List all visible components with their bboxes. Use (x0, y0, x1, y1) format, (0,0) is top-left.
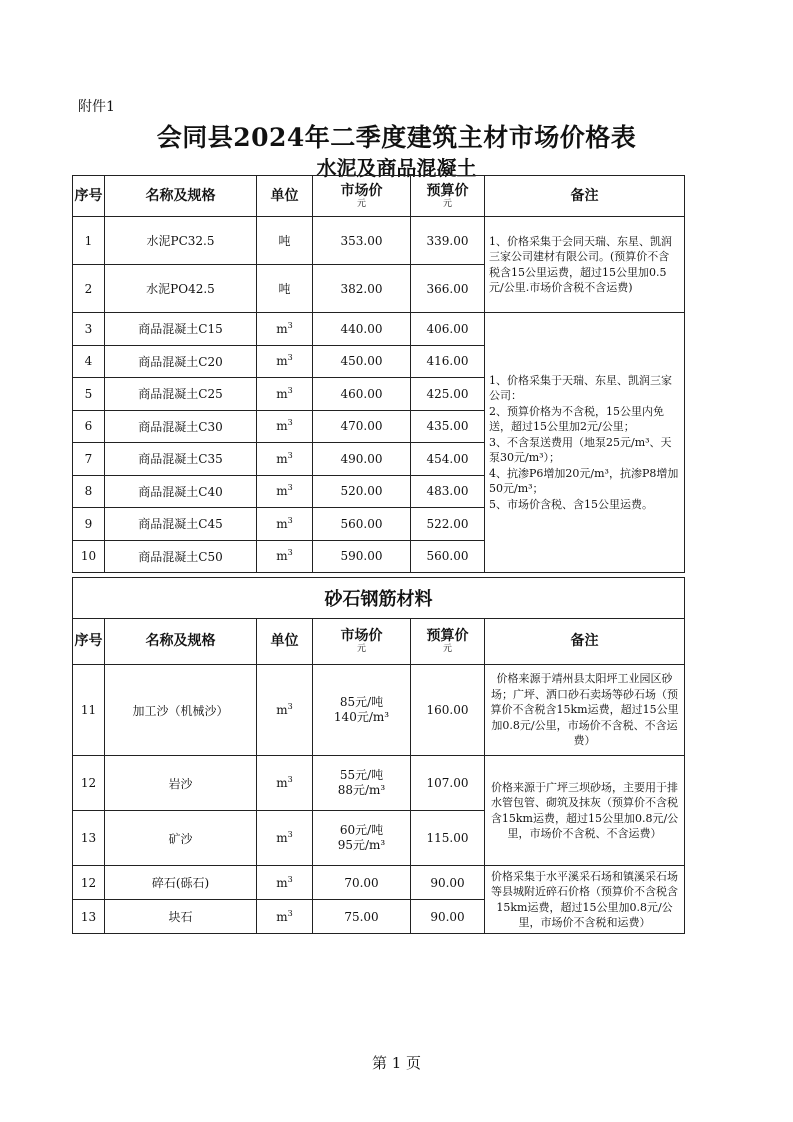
remark-gravel (485, 866, 685, 934)
cell-market: 470.00 (313, 410, 411, 443)
cell-market: 440.00 (313, 313, 411, 346)
cell-unit (257, 508, 313, 541)
unit-m: m (276, 549, 288, 564)
cell-market-per-ton: 85元/吨 (339, 695, 384, 709)
cell-unit (257, 345, 313, 378)
header-budget-price (411, 619, 485, 665)
cell-seq: 6 (73, 410, 105, 443)
header-budget-label: 预算价 (426, 182, 469, 199)
remark-machine-sand (485, 665, 685, 756)
cell-seq: 2 (73, 265, 105, 313)
cell-market-per-ton: 55元/吨 (339, 768, 384, 782)
header-budget-label: 预算价 (426, 628, 469, 644)
table-row (73, 866, 685, 900)
cell-seq: 1 (73, 217, 105, 265)
cell-seq: 7 (73, 443, 105, 476)
cell-unit (257, 443, 313, 476)
cell-unit: 吨 (257, 217, 313, 265)
remark-rock-sand-text: 价格来源于广坪三坝砂场，主要用于排水管包管、砌筑及抹灰（预算价不含税含15km运费，超过15公里加0.8元/公里，市场价不含税、不含运费） (490, 780, 679, 840)
cell-unit (257, 378, 313, 411)
cell-unit (257, 410, 313, 443)
unit-m: m (276, 875, 288, 890)
cell-unit (257, 313, 313, 346)
header-remark: 备注 (485, 176, 685, 217)
cell-market: 520.00 (313, 475, 411, 508)
page-number: 第 1 页 (371, 1054, 422, 1072)
cell-name: 商品混凝土C25 (105, 378, 257, 411)
remark-machine-sand-text: 价格来源于靖州县太阳坪工业园区砂场；广坪、洒口砂石卖场等砂石场（预算价不含税含15km运费，超过15公里加0.8元/公里，市场价不含税、不含运费） (490, 672, 679, 748)
header-budget-unit: 元 (442, 644, 452, 654)
cell-budget: 107.00 (411, 756, 485, 811)
unit-m: m (276, 703, 288, 717)
price-table-cement-concrete (72, 175, 685, 573)
price-table-sand-stone (72, 577, 685, 934)
cell-budget: 339.00 (411, 217, 485, 265)
cell-seq: 11 (73, 665, 105, 756)
cell-unit (257, 900, 313, 934)
cell-market: 70.00 (313, 866, 411, 900)
cell-market: 560.00 (313, 508, 411, 541)
unit-superscript: 3 (287, 548, 293, 558)
remark-gravel-text: 价格采集于水平溪采石场和镇溪采石场等县城附近碎石价格（预算价不含税含15km运费，超过15公里加0.8元/公里，市场价不含税和运费） (491, 869, 679, 929)
unit-superscript: 3 (287, 775, 293, 784)
unit-m: m (276, 451, 288, 466)
header-market-label: 市场价 (340, 628, 383, 644)
table-row (73, 756, 685, 811)
unit-superscript: 3 (287, 702, 293, 711)
unit-superscript: 3 (287, 515, 293, 525)
cell-name: 商品混凝土C45 (105, 508, 257, 541)
unit-superscript: 3 (287, 908, 293, 918)
cell-budget: 483.00 (411, 475, 485, 508)
cell-name: 岩沙 (105, 756, 257, 811)
cell-name: 商品混凝土C50 (105, 540, 257, 573)
header-name: 名称及规格 (105, 619, 257, 665)
unit-m: m (276, 909, 288, 924)
header-seq: 序号 (73, 176, 105, 217)
cell-market: 460.00 (313, 378, 411, 411)
cell-name: 水泥PO42.5 (105, 265, 257, 313)
cell-budget: 416.00 (411, 345, 485, 378)
cell-name: 矿沙 (105, 811, 257, 866)
cell-market: 353.00 (313, 217, 411, 265)
cell-unit (257, 811, 313, 866)
unit-superscript: 3 (287, 830, 293, 839)
unit-superscript: 3 (287, 353, 293, 363)
cell-name: 碎石(砾石) (105, 866, 257, 900)
cell-budget: 90.00 (411, 900, 485, 934)
unit-superscript: 3 (287, 483, 293, 493)
page-title: 会同县2024年二季度建筑主材市场价格表 (156, 123, 637, 152)
header-budget-price (411, 176, 485, 217)
cell-budget: 115.00 (411, 811, 485, 866)
cell-market: 75.00 (313, 900, 411, 934)
unit-m: m (276, 419, 288, 434)
cell-name: 商品混凝土C20 (105, 345, 257, 378)
cell-budget: 522.00 (411, 508, 485, 541)
cell-unit (257, 540, 313, 573)
cell-unit (257, 475, 313, 508)
header-unit: 单位 (257, 619, 313, 665)
unit-superscript: 3 (287, 320, 293, 330)
cell-market-per-m3: 88元/m³ (337, 783, 386, 797)
unit-superscript: 3 (287, 450, 293, 460)
cell-name: 商品混凝土C30 (105, 410, 257, 443)
attachment-label: 附件1 (78, 99, 115, 115)
cell-market: 590.00 (313, 540, 411, 573)
cell-name: 加工沙（机械沙） (105, 665, 257, 756)
cell-market (313, 811, 411, 866)
section-title-sand-stone: 砂石钢筋材料 (73, 578, 685, 619)
cell-market-per-ton: 60元/吨 (339, 823, 384, 837)
cell-unit: 吨 (257, 265, 313, 313)
section-title-cement-concrete: 水泥及商品混凝土 (316, 156, 477, 180)
header-unit: 单位 (257, 176, 313, 217)
cell-name: 商品混凝土C35 (105, 443, 257, 476)
unit-m: m (276, 354, 288, 369)
table-row (73, 665, 685, 756)
cell-seq: 9 (73, 508, 105, 541)
cell-market: 382.00 (313, 265, 411, 313)
cell-name: 水泥PC32.5 (105, 217, 257, 265)
remark-cement (485, 217, 685, 313)
cell-budget: 160.00 (411, 665, 485, 756)
cell-seq: 4 (73, 345, 105, 378)
remark-concrete-text: 1、价格采集于天瑞、东星、凯润三家公司： 2、预算价格为不含税，15公里内免送，超过15公里加2元/公里； 3、不含泵送费用（地泵25元/m³、天泵30元/m³）； 4、抗渗P6增加20元/m³，抗渗P8增加50元/m³； 5、市场价含税、含15公里运费。 (489, 373, 679, 511)
table-row (73, 217, 685, 265)
unit-superscript: 3 (287, 385, 293, 395)
cell-unit (257, 866, 313, 900)
cell-seq: 12 (73, 866, 105, 900)
unit-m: m (276, 516, 288, 531)
cell-name: 块石 (105, 900, 257, 934)
remark-rock-sand (485, 756, 685, 866)
header-market-unit: 元 (356, 198, 366, 209)
unit-m: m (276, 776, 288, 790)
cell-budget: 425.00 (411, 378, 485, 411)
header-remark: 备注 (485, 619, 685, 665)
cell-seq: 12 (73, 756, 105, 811)
header-market-label: 市场价 (340, 182, 383, 199)
unit-superscript: 3 (287, 874, 293, 884)
cell-seq: 10 (73, 540, 105, 573)
cell-budget: 406.00 (411, 313, 485, 346)
cell-unit (257, 756, 313, 811)
cell-market (313, 665, 411, 756)
cell-market: 450.00 (313, 345, 411, 378)
cell-budget: 454.00 (411, 443, 485, 476)
cell-seq: 8 (73, 475, 105, 508)
remark-cement-text: 1、价格采集于会同天瑞、东星、凯润三家公司建材有限公司。(预算价不含税含15公里运费，超过15公里加0.5元/公里.市场价含税不含运费) (489, 234, 672, 294)
cell-budget: 90.00 (411, 866, 485, 900)
table-header-row (73, 619, 685, 665)
cell-unit (257, 665, 313, 756)
cell-seq: 13 (73, 811, 105, 866)
unit-m: m (276, 321, 288, 336)
cell-market-per-m3: 140元/m³ (333, 710, 390, 724)
cell-budget: 560.00 (411, 540, 485, 573)
unit-m: m (276, 386, 288, 401)
cell-market: 490.00 (313, 443, 411, 476)
cell-seq: 3 (73, 313, 105, 346)
remark-concrete (485, 313, 685, 573)
header-budget-unit: 元 (442, 198, 452, 209)
table-row (73, 313, 685, 346)
cell-seq: 13 (73, 900, 105, 934)
unit-m: m (276, 831, 288, 845)
cell-market (313, 756, 411, 811)
cell-name: 商品混凝土C40 (105, 475, 257, 508)
header-market-unit: 元 (356, 644, 366, 654)
section-row (73, 578, 685, 619)
header-market-price (313, 619, 411, 665)
header-market-price (313, 176, 411, 217)
cell-name: 商品混凝土C15 (105, 313, 257, 346)
table-header-row (73, 176, 685, 217)
header-seq: 序号 (73, 619, 105, 665)
cell-budget: 366.00 (411, 265, 485, 313)
unit-m: m (276, 484, 288, 499)
unit-superscript: 3 (287, 418, 293, 428)
cell-budget: 435.00 (411, 410, 485, 443)
cell-seq: 5 (73, 378, 105, 411)
header-name: 名称及规格 (105, 176, 257, 217)
cell-market-per-m3: 95元/m³ (337, 838, 386, 852)
